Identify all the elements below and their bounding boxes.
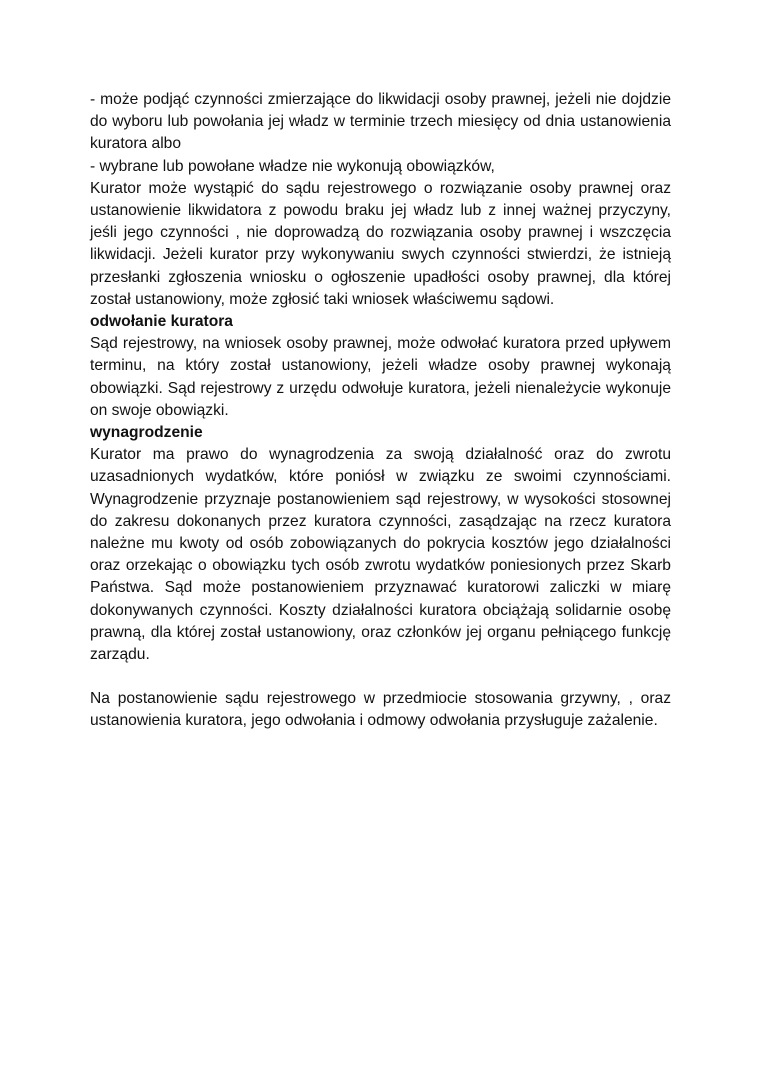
document-body [90, 89, 671, 733]
paragraph-liquidation-condition-2: - wybrane lub powołane władze nie wykonują obowiązków, [90, 157, 495, 175]
paragraph-curator-dismissal: Sąd rejestrowy, na wniosek osoby prawnej, może odwołać kuratora przed upływem terminu, na który został ustanowiony, jeżeli władze osoby prawnej wykonają obowiązki. Sąd rejestrowy z urzędu odwołuje kuratora, jeżeli nienależycie wykonuje on swoje obowiązki. [90, 335, 671, 419]
paragraph-spacer [90, 666, 671, 688]
paragraph-remuneration: Kurator ma prawo do wynagrodzenia za swoją działalność oraz do zwrotu uzasadnionych wydatków, które poniósł w związku ze swoimi czynnościami. Wynagrodzenie przyznaje postanowieniem sąd rejestrowy, w wysokości stosownej do zakresu dokonanych przez kuratora czynności, zasądzając na rzecz kuratora należne mu kwoty od osób zobowiązanych do pokrycia kosztów jego działalności oraz orzekając o obowiązku tych osób zwrotu wydatków poniesionych przez Skarb Państwa. Sąd może postanowieniem przyznawać kuratorowi zaliczki w miarę dokonywanych czynności. Koszty działalności kuratora obciążają solidarnie osobę prawną, dla której został ustanowiony, oraz członków jej organu pełniącego funkcję zarządu. [90, 446, 671, 664]
heading-remuneration: wynagrodzenie [90, 424, 203, 442]
paragraph-liquidation-condition-1: - może podjąć czynności zmierzające do likwidacji osoby prawnej, jeżeli nie dojdzie do wyboru lub powołania jej władz w terminie trzech miesięcy od dnia ustanowienia kuratora albo [90, 91, 671, 153]
paragraph-appeal: Na postanowienie sądu rejestrowego w przedmiocie stosowania grzywny, , oraz ustanowienia kuratora, jego odwołania i odmowy odwołania przysługuje zażalenie. [90, 690, 671, 730]
paragraph-curator-dissolution: Kurator może wystąpić do sądu rejestrowego o rozwiązanie osoby prawnej oraz ustanowienie likwidatora z powodu braku jej władz lub z innej ważnej przyczyny, jeśli jego czynności , nie doprowadzą do rozwiązania osoby prawnej i wszczęcia likwidacji. Jeżeli kurator przy wykonywaniu swych czynności stwierdzi, że istnieją przesłanki zgłoszenia wniosku o ogłoszenie upadłości osoby prawnej, dla której został ustanowiony, może zgłosić taki wniosek właściwemu sądowi. [90, 179, 671, 308]
heading-curator-dismissal: odwołanie kuratora [90, 313, 233, 331]
